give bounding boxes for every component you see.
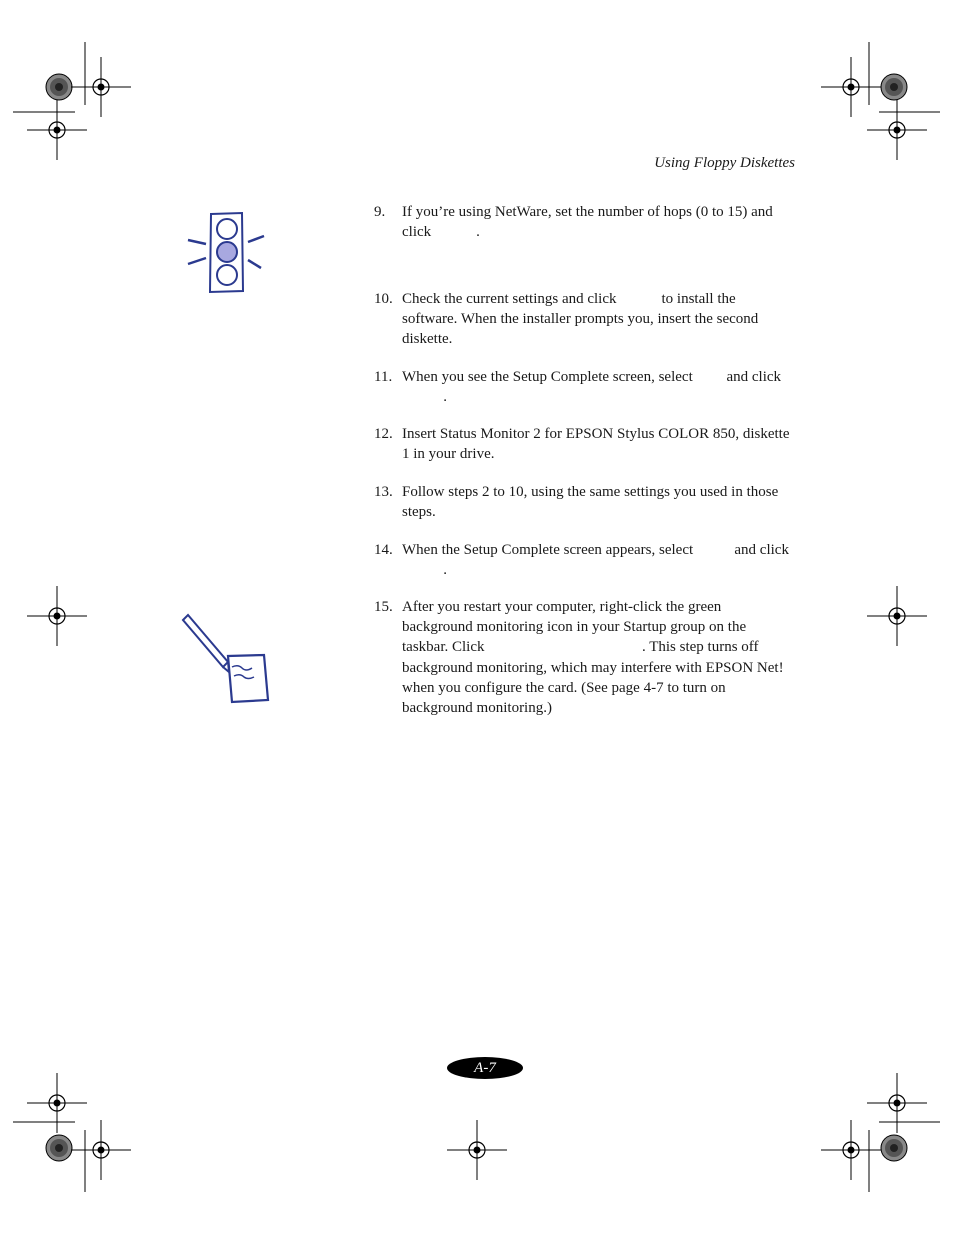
registration-mark-icon <box>447 1120 507 1180</box>
step-text: When you see the Setup Complete screen, select and click . <box>402 369 782 406</box>
registration-mark-icon <box>867 1073 927 1133</box>
page-number: A-7 <box>447 1057 523 1079</box>
color-bar-icon <box>46 74 72 100</box>
registration-mark-icon <box>27 1073 87 1133</box>
step-text: Check the current settings and click to install the software. When the installer prompts you, insert the second diskette. <box>402 291 759 348</box>
registration-mark-icon <box>71 1120 131 1180</box>
step-text: Follow steps 2 to 10, using the same settings you used in those steps. <box>402 484 779 521</box>
step-text: If you’re using NetWare, set the number of hops (0 to 15) and click . <box>402 204 773 241</box>
step-number: 12. <box>374 426 393 442</box>
registration-mark-icon <box>71 57 131 117</box>
step-number: 13. <box>374 484 393 500</box>
registration-mark-icon <box>27 586 87 646</box>
note-pen-icon <box>180 612 272 706</box>
step-number: 10. <box>374 291 393 307</box>
step-number: 15. <box>374 599 393 615</box>
step-number: 11. <box>374 369 393 385</box>
step-text: Insert Status Monitor 2 for EPSON Stylus COLOR 850, diskette 1 in your drive. <box>402 426 790 463</box>
running-head: Using Floppy Diskettes <box>654 155 795 171</box>
color-bar-icon <box>881 1135 907 1161</box>
color-bar-icon <box>881 74 907 100</box>
registration-mark-icon <box>821 1120 881 1180</box>
color-bar-icon <box>46 1135 72 1161</box>
traffic-light-icon <box>184 210 268 296</box>
step-number: 9. <box>374 204 386 220</box>
registration-mark-icon <box>821 57 881 117</box>
step-text: When the Setup Complete screen appears, select and click . <box>402 542 789 579</box>
step-text: After you restart your computer, right-click the green background monitoring icon in your Startup group on the taskbar. Click . This step turns off background monitoring, which may interfere with EPSON Net! when you configure the card. (See page 4-7 to turn on background monitoring.) <box>402 599 784 717</box>
registration-mark-icon <box>867 586 927 646</box>
registration-mark-icon <box>867 100 927 160</box>
step-number: 14. <box>374 542 393 558</box>
registration-mark-icon <box>27 100 87 160</box>
